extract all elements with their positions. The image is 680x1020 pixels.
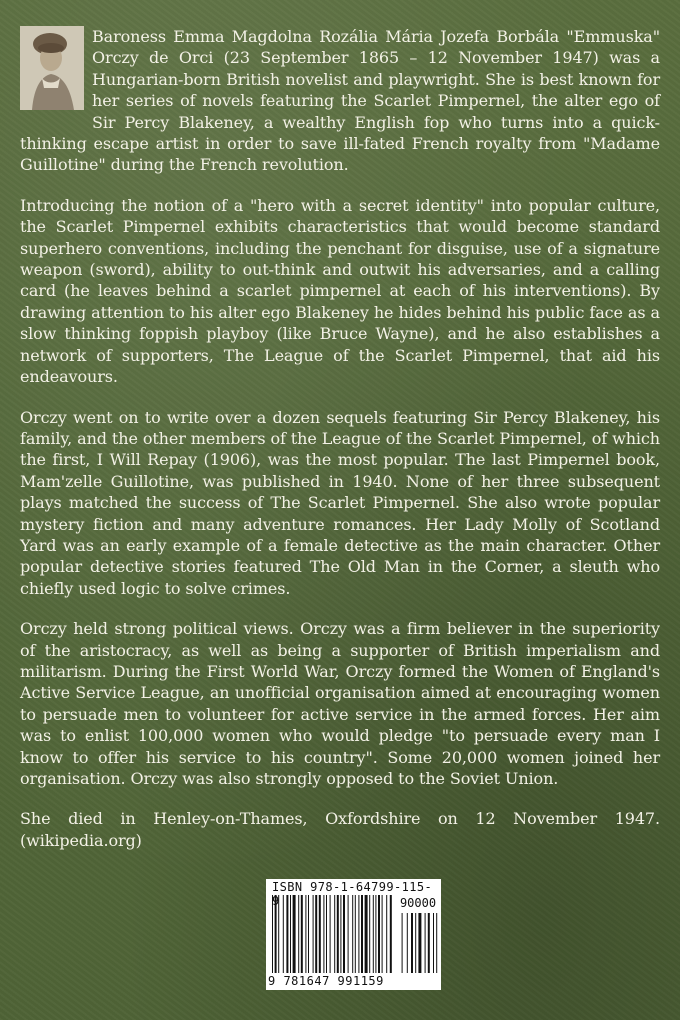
barcode-bar: [278, 895, 279, 973]
paragraph-1: [20, 26, 660, 176]
paragraph-1-text: Baroness Emma Magdolna Rozália Mária Jozefa Borbála "Emmuska" Orczy de Orci (23 September 1865 – 12 November 1947) was a Hungarian-born British novelist and playwright. She is best known for her series of novels featuring the Scarlet Pimpernel, the alter ego of Sir Percy Blakeney, a wealthy English fop who turns into a quick-thinking escape artist in order to save ill-fated French royalty from "Madame Guillotine" during the French revolution.: [20, 27, 660, 175]
barcode-bar: [348, 895, 349, 973]
barcode-bar: [355, 895, 356, 973]
paragraph-2: Introducing the notion of a "hero with a secret identity" into popular culture, the Scarlet Pimpernel exhibits characteristics that would become standard superhero conventions, including the penchant for disguise, use of a signature weapon (sword), ability to out-think and outwit his adversaries, and a calling card (he leaves behind a scarlet pimpernel at each of his interventions). By drawing attention to his alter ego Blakeney he hides behind his public face as a slow thinking foppish playboy (like Bruce Wayne), and he also establishes a network of supporters, The League of the Scarlet Pimpernel, that aid his endeavours.: [20, 195, 660, 387]
barcode-bar: [301, 895, 303, 973]
ean-digits: 9 781647 991159: [268, 973, 440, 989]
barcode-bar: [390, 895, 392, 973]
barcode-bar: [326, 895, 327, 973]
barcode-bar: [293, 895, 296, 973]
barcode-bar: [365, 895, 368, 973]
paragraph-3: Orczy went on to write over a dozen sequels featuring Sir Percy Blakeney, his family, and the other members of the League of the Scarlet Pimpernel, of which the first, I Will Repay (1906), was the most popular. The last Pimpernel book, Mam'zelle Guillotine, was published in 1940. None of her three subsequent plays matched the success of The Scarlet Pimpernel. She also wrote popular mystery fiction and many adventure romances. Her Lady Molly of Scotland Yard was an early example of a female detective as the main character. Other popular detective stories featured The Old Man in the Corner, a sleuth who chiefly used logic to solve crimes.: [20, 407, 660, 598]
barcode-bar: [308, 895, 309, 973]
barcode-bar: [361, 895, 363, 973]
blurb-text: [20, 26, 660, 870]
barcode-bar: [272, 895, 273, 973]
paragraph-4: Orczy held strong political views. Orczy was a firm believer in the superiority of the aristocracy, as well as being a supporter of British imperialism and militarism. During the First World War, Orczy formed the Women of England's Active Service League, an unofficial organisation aimed at encouraging women to persuade men to volunteer for active service in the armed forces. Her aim was to enlist 100,000 women who would pledge "to persuade every man I know to offer his service to his country". Some 20,000 women joined her organisation. Orczy was also strongly opposed to the Soviet Union.: [20, 619, 660, 788]
addon-bar: [402, 913, 403, 973]
addon-bar: [415, 913, 416, 973]
barcode-bar: [337, 895, 339, 973]
barcode-bar: [378, 895, 380, 973]
barcode-bar: [358, 895, 359, 973]
addon-bar: [425, 913, 426, 973]
addon-bar: [411, 913, 413, 973]
barcode-bar: [286, 895, 288, 973]
barcode-bar: [330, 895, 331, 973]
addon-bar: [428, 913, 430, 973]
price-code: 90000: [397, 895, 439, 911]
barcode-bar: [290, 895, 291, 973]
barcode-bar: [340, 895, 341, 973]
addon-bar: [436, 913, 437, 973]
barcode-bar: [315, 895, 317, 973]
barcode-bar: [352, 895, 353, 973]
barcode-bar: [313, 895, 314, 973]
barcode-bar: [334, 895, 335, 973]
barcode-bar: [373, 895, 374, 973]
barcode-bar: [298, 895, 299, 973]
addon-bar: [407, 913, 408, 973]
addon-bar: [418, 913, 421, 973]
addon-bar: [433, 913, 434, 973]
author-portrait: [20, 26, 84, 110]
barcode-bar: [275, 895, 277, 973]
barcode-bar: [323, 895, 324, 973]
barcode-bar: [382, 895, 383, 973]
barcode-bar: [369, 895, 370, 973]
barcode-bar: [283, 895, 284, 973]
isbn-label: ISBN 978-1-64799-115-: [272, 880, 433, 894]
portrait-image: [20, 26, 84, 110]
barcode-bar: [305, 895, 306, 973]
barcode-bar: [319, 895, 321, 973]
barcode-bar: [386, 895, 387, 973]
isbn-barcode: [266, 879, 441, 990]
barcode-bar: [375, 895, 376, 973]
barcode-bar: [343, 895, 345, 973]
paragraph-5: She died in Henley-on-Thames, Oxfordshire on 12 November 1947. (wikipedia.org): [20, 809, 660, 850]
